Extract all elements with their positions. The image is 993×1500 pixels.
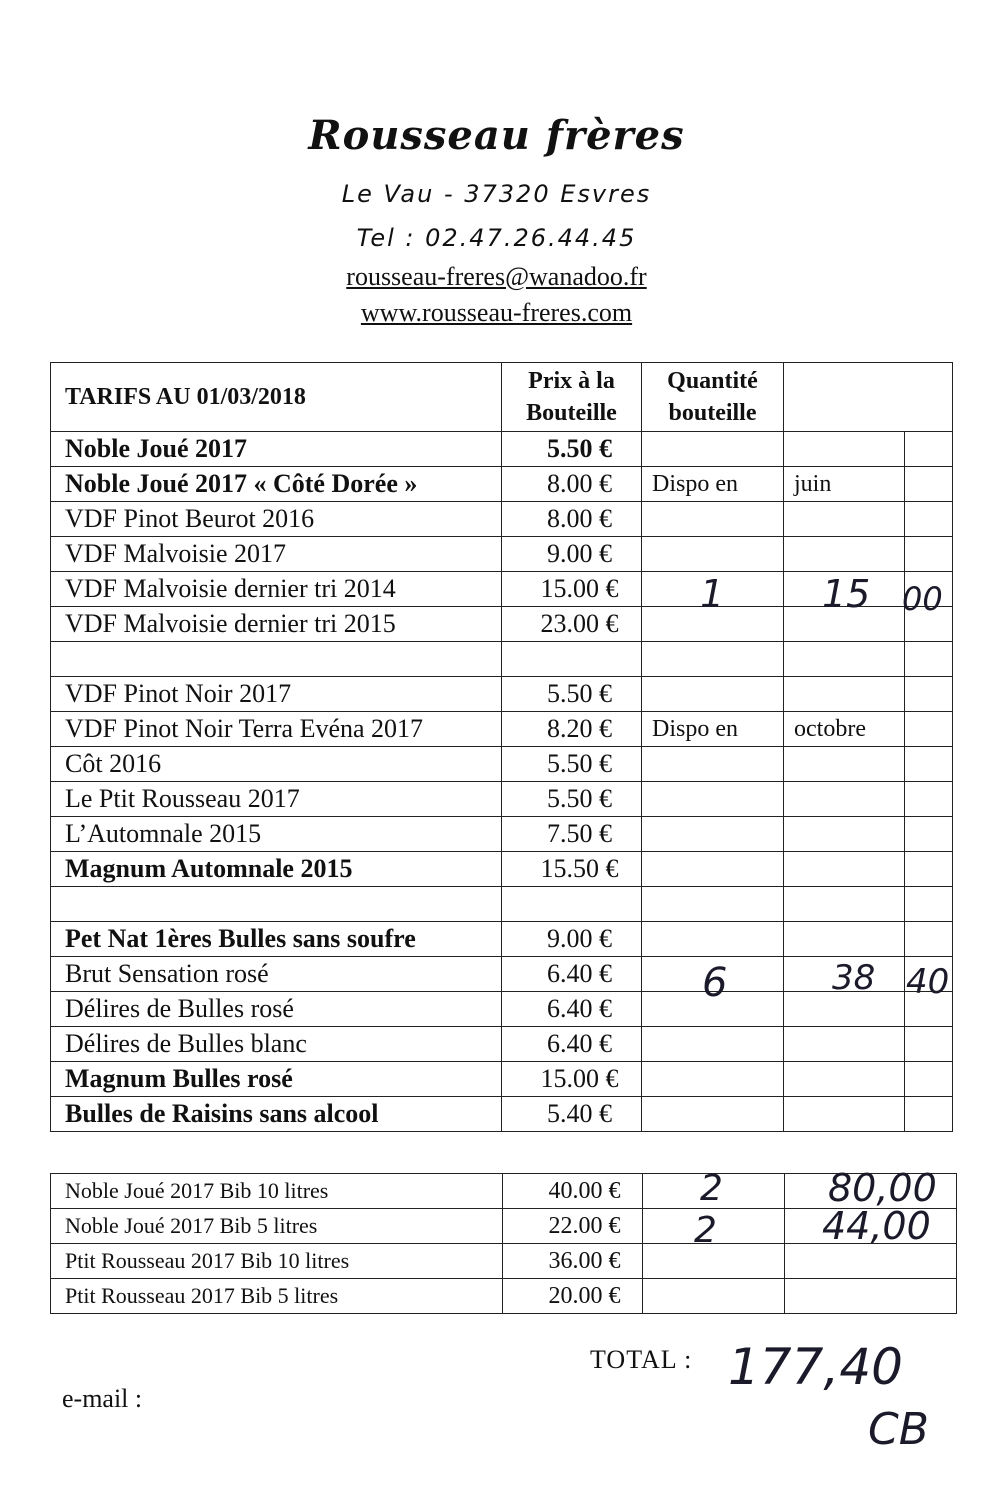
extra-cell xyxy=(905,922,953,957)
quantity-header: Quantité bouteille xyxy=(642,363,784,432)
wine-price xyxy=(502,887,642,922)
bib-row xyxy=(51,1279,957,1314)
bib-amount-cell xyxy=(785,1279,957,1314)
price-table-header xyxy=(51,363,953,432)
availability-cell xyxy=(784,922,905,957)
wine-name: VDF Malvoisie dernier tri 2014 xyxy=(51,572,502,607)
phone-number: Tel : 02.47.26.44.45 xyxy=(356,224,637,252)
blank-row xyxy=(51,642,953,677)
wine-price xyxy=(502,642,642,677)
bib-price: 40.00 € xyxy=(503,1174,643,1209)
website-link[interactable]: www.rousseau-freres.com xyxy=(360,298,633,327)
table-row xyxy=(51,1027,953,1062)
wine-name: Magnum Automnale 2015 xyxy=(51,852,502,887)
wine-price: 8.20 € xyxy=(502,712,642,747)
wine-price: 9.00 € xyxy=(502,537,642,572)
handwritten-qty-bib2: 2 xyxy=(694,1210,717,1251)
handwritten-qty-brut: 6 xyxy=(702,960,728,1006)
wine-name: L’Automnale 2015 xyxy=(51,817,502,852)
wine-price: 15.50 € xyxy=(502,852,642,887)
quantity-cell xyxy=(642,887,784,922)
extra-cell xyxy=(905,782,953,817)
handwritten-cents-malvoisie-2014: 00 xyxy=(902,580,943,618)
bib-name: Ptit Rousseau 2017 Bib 5 litres xyxy=(51,1279,503,1314)
extra-cell xyxy=(905,467,953,502)
wine-name xyxy=(51,887,502,922)
wine-price: 6.40 € xyxy=(502,1027,642,1062)
quantity-cell xyxy=(642,642,784,677)
table-row xyxy=(51,432,953,467)
wine-name: VDF Malvoisie 2017 xyxy=(51,537,502,572)
quantity-cell xyxy=(642,922,784,957)
availability-cell: octobre xyxy=(784,712,905,747)
brand-name: Rousseau frères xyxy=(308,112,685,159)
wine-price: 5.50 € xyxy=(502,677,642,712)
wine-price: 5.50 € xyxy=(502,432,642,467)
bib-price: 36.00 € xyxy=(503,1244,643,1279)
availability-cell xyxy=(784,747,905,782)
extra-cell xyxy=(905,747,953,782)
availability-cell xyxy=(784,432,905,467)
wine-price: 5.40 € xyxy=(502,1097,642,1132)
wine-name: VDF Pinot Noir Terra Evéna 2017 xyxy=(51,712,502,747)
handwritten-qty-bib1: 2 xyxy=(700,1168,723,1209)
quantity-cell xyxy=(642,537,784,572)
quantity-cell xyxy=(642,852,784,887)
quantity-cell xyxy=(642,782,784,817)
extra-cell xyxy=(905,537,953,572)
handwritten-amount-bib2: 44,00 xyxy=(822,1204,931,1248)
table-row xyxy=(51,572,953,607)
extra-cell xyxy=(905,502,953,537)
bib-row xyxy=(51,1174,957,1209)
wine-price: 15.00 € xyxy=(502,572,642,607)
wine-price: 6.40 € xyxy=(502,957,642,992)
wine-price: 5.50 € xyxy=(502,782,642,817)
wine-name: Délires de Bulles blanc xyxy=(51,1027,502,1062)
wine-price: 5.50 € xyxy=(502,747,642,782)
handwritten-amount-bib1: 80,00 xyxy=(828,1166,937,1210)
availability-cell xyxy=(784,887,905,922)
table-row xyxy=(51,992,953,1027)
bib-name: Noble Joué 2017 Bib 10 litres xyxy=(51,1174,503,1209)
bib-amount-cell xyxy=(785,1244,957,1279)
table-row xyxy=(51,852,953,887)
email-label: e-mail : xyxy=(62,1384,143,1413)
extra-cell xyxy=(905,887,953,922)
bib-price: 22.00 € xyxy=(503,1209,643,1244)
extra-cell xyxy=(905,1062,953,1097)
table-row xyxy=(51,1097,953,1132)
wine-name: Pet Nat 1ères Bulles sans soufre xyxy=(51,922,502,957)
extra-cell xyxy=(905,1097,953,1132)
wine-name: VDF Malvoisie dernier tri 2015 xyxy=(51,607,502,642)
quantity-cell xyxy=(642,677,784,712)
availability-cell xyxy=(784,1027,905,1062)
table-row xyxy=(51,817,953,852)
address: Le Vau - 37320 Esvres xyxy=(341,180,652,208)
wine-name: Délires de Bulles rosé xyxy=(51,992,502,1027)
email-link[interactable]: rousseau-freres@wanadoo.fr xyxy=(346,262,647,291)
wine-name: Bulles de Raisins sans alcool xyxy=(51,1097,502,1132)
header-empty-cell xyxy=(784,363,953,432)
blank-row xyxy=(51,887,953,922)
table-row xyxy=(51,467,953,502)
table-row xyxy=(51,1062,953,1097)
extra-cell xyxy=(905,1027,953,1062)
wine-name: Le Ptit Rousseau 2017 xyxy=(51,782,502,817)
wine-name: Brut Sensation rosé xyxy=(51,957,502,992)
availability-cell xyxy=(784,642,905,677)
availability-cell xyxy=(784,1097,905,1132)
quantity-cell xyxy=(642,432,784,467)
quantity-cell xyxy=(642,817,784,852)
wine-price: 15.00 € xyxy=(502,1062,642,1097)
extra-cell xyxy=(905,677,953,712)
availability-cell xyxy=(784,677,905,712)
availability-cell xyxy=(784,782,905,817)
handwritten-cents-brut: 40 xyxy=(906,962,950,1002)
bib-price: 20.00 € xyxy=(503,1279,643,1314)
table-row xyxy=(51,712,953,747)
quantity-cell xyxy=(642,502,784,537)
bib-row xyxy=(51,1244,957,1279)
price-header: Prix à la Bouteille xyxy=(502,363,642,432)
wine-price: 7.50 € xyxy=(502,817,642,852)
extra-cell xyxy=(905,712,953,747)
table-row xyxy=(51,677,953,712)
handwritten-amount-malvoisie-2014: 15 xyxy=(822,572,871,616)
extra-cell xyxy=(905,642,953,677)
bib-name: Ptit Rousseau 2017 Bib 10 litres xyxy=(51,1244,503,1279)
handwritten-payment-method: CB xyxy=(868,1404,929,1455)
wine-price: 9.00 € xyxy=(502,922,642,957)
wine-name: VDF Pinot Noir 2017 xyxy=(51,677,502,712)
bib-quantity-cell xyxy=(643,1279,785,1314)
handwritten-qty-malvoisie-2014: 1 xyxy=(700,572,725,616)
wine-price: 23.00 € xyxy=(502,607,642,642)
availability-cell xyxy=(784,817,905,852)
table-row xyxy=(51,607,953,642)
availability-cell xyxy=(784,852,905,887)
price-table xyxy=(50,362,953,1132)
availability-cell: juin xyxy=(784,467,905,502)
wine-name: Côt 2016 xyxy=(51,747,502,782)
table-row xyxy=(51,537,953,572)
handwritten-amount-brut: 38 xyxy=(832,958,876,998)
quantity-cell: Dispo en xyxy=(642,712,784,747)
wine-name: Noble Joué 2017 xyxy=(51,432,502,467)
wine-price: 8.00 € xyxy=(502,467,642,502)
availability-cell xyxy=(784,1062,905,1097)
wine-name: VDF Pinot Beurot 2016 xyxy=(51,502,502,537)
quantity-cell xyxy=(642,1027,784,1062)
table-row xyxy=(51,502,953,537)
table-row xyxy=(51,922,953,957)
bib-table xyxy=(50,1173,957,1314)
total-label: TOTAL : xyxy=(590,1345,693,1374)
availability-cell xyxy=(784,537,905,572)
availability-cell xyxy=(784,502,905,537)
wine-name: Magnum Bulles rosé xyxy=(51,1062,502,1097)
quantity-cell: Dispo en xyxy=(642,467,784,502)
extra-cell xyxy=(905,852,953,887)
handwritten-total: 177,40 xyxy=(728,1338,903,1396)
table-row xyxy=(51,957,953,992)
quantity-cell xyxy=(642,1062,784,1097)
quantity-cell xyxy=(642,1097,784,1132)
extra-cell xyxy=(905,432,953,467)
wine-price: 8.00 € xyxy=(502,502,642,537)
wine-name: Noble Joué 2017 « Côté Dorée » xyxy=(51,467,502,502)
quantity-cell xyxy=(642,747,784,782)
bib-row xyxy=(51,1209,957,1244)
table-row xyxy=(51,747,953,782)
extra-cell xyxy=(905,817,953,852)
wine-price: 6.40 € xyxy=(502,992,642,1027)
tariff-title: TARIFS AU 01/03/2018 xyxy=(51,363,502,432)
wine-name xyxy=(51,642,502,677)
bib-name: Noble Joué 2017 Bib 5 litres xyxy=(51,1209,503,1244)
table-row xyxy=(51,782,953,817)
